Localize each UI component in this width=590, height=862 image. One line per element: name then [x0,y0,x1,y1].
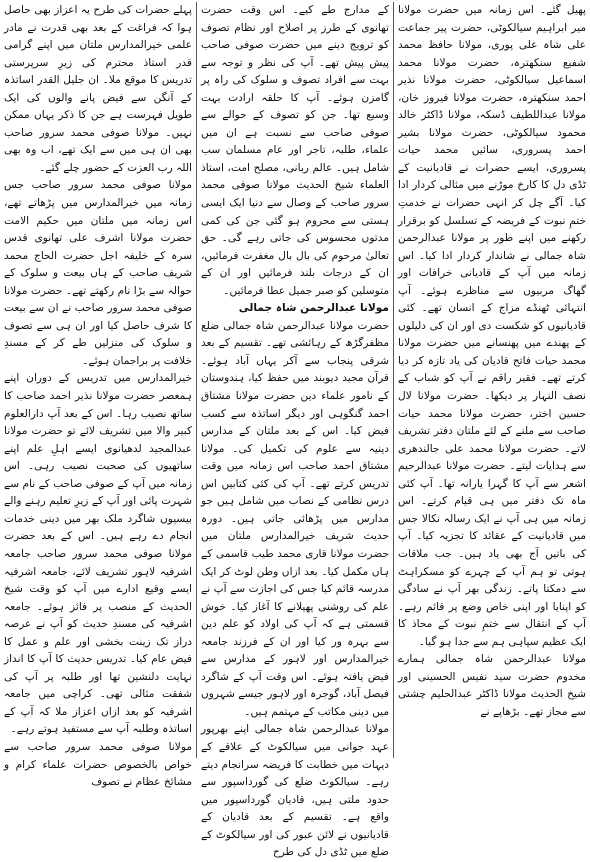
paragraph: مولانا صوفی محمد سرور صاحب سے خواص بالخصوص حضرات علماء کرام و مشائخ عظام نے تصوف [4,740,192,789]
paragraph: مولانا عبدالرحمن شاہ جمالی ہمارے مخدوم حضرت سید نفیس الحسینی اور شیخ الحدیث مولانا ڈاکٹر عبدالحلیم چشتی سے مجاز تھے۔ بڑھاپے نے [398,653,586,718]
text-column-right [4,2,192,789]
paragraph: کے مدارج طے کیے۔ اس وقت حضرت تھانوی کے طرز پر اصلاح اور نظام تصوف کو ترویج دینے میں حضرت صوفی صاحب پیش پیش تھے۔ آپ کی نظر و توجہ سے بہت سے افراد تصوف و سلوک کی راہ پر گامزن ہوئے۔ آپ کا حلقہ ارادت بہت وسیع تھا۔ جن کو تصوف کے حوالے سے صوفی صاحب سے نسبت ہے ان میں علماء، طلبہ، تاجر اور عام مسلمان سب شامل ہیں۔ عالم ربانی، مصلح امت، استاذ العلماء شیخ الحدیث مولانا صوفی محمد سرور صاحب کے وصال سے دنیا ایک ایسی ہستی سے محروم ہو گئی جن کی کمی مدتوں محسوس کی جاتی رہے گی۔ حق تعالیٰ مرحوم کی بال بال مغفرت فرمائیں، ان کے درجات بلند فرمائیں اور ان کے متوسلین کو صبر جمیل عطا فرمائیں۔ [201,4,389,297]
column-divider [196,2,197,758]
paragraph: مولانا صوفی محمد سرور صاحب جس زمانہ میں خیرالمدارس میں پڑھاتے تھے، اس زمانہ میں ملتان میں حکیم الامت حضرت مولانا اشرف علی تھانوی قدس سرہ کے خلیفہ اجل حضرت الحاج محمد شریف صاحب کے ہاں بیعت و سلوک کے حوالہ سے بڑا نام رکھتے تھے۔ حضرت مولانا صوفی محمد سرور صاحب نے ان سے بیعت کا شرف حاصل کیا اور ان ہی سے تصوف و سلوک کی منزلیں طے کر کے مسندِ خلافت پر براجمان ہوئے۔ [4,179,192,367]
paragraph: خیرالمدارس میں تدریس کے دوران اپنے ہمعصر حضرت مولانا نذیر احمد صاحب کا ساتھ نصیب رہا۔ اس کے بعد آپ دارالعلوم کبیر والا میں تشریف لائے تو حضرت مولانا عبدالمجید لدھیانوی ایسے اہلِ علم اپنے ساتھیوں کی صحبت نصیب رہی۔ اس زمانہ میں آپ کے صوفی صاحب کے نام سے شہرت پائی اور آپ کے زیرِ تعلیم رہنے والے بیسیوں شاگرد ملک بھر میں دینی خدمات انجام دے رہے ہیں۔ اس کے بعد حضرت مولانا صوفی محمد سرور صاحب جامعہ اشرفیہ لاہور تشریف لائے، جامعہ اشرفیہ ایسے وقیع ادارے میں آپ کو وقت شیخ الحدیث کے منصب پر فائز ہوئے۔ جامعہ اشرفیہ کی مسندِ حدیث کو آپ نے عرصہ دراز تک زینت بخشی اور علم و عمل کا فیض عام کیا۔ تدریس حدیث کا آپ کا انداز نہایت دلنشین تھا اور طلبہ پر آپ کی شفقت مثالی تھی۔ کراچی میں جامعہ اشرفیہ کو بعد ازاں اعزاز ملا کہ آپ کے اساتذہ وطلبہ آپ سے مستفید ہوتے رہے۔ [4,372,192,736]
text-column-left [398,2,586,754]
paragraph: پہلے حضرات کی طرح یہ اعزاز بھی حاصل ہوا کہ فراغت کے بعد بھی قدرت نے مادر علمی خیرالمدارس ملتان میں اپنے گرامی قدر استاذ محترم کی زیرِ سرپرستی تدریس کا موقع ملا۔ ان جلیل القدر اساتذہ کے آنگن سے فیض پانے والوں کی ایک طویل فہرست ہے جن کا ذکر یہاں ممکن نہیں۔ مولانا صوفی محمد سرور صاحب بھی ان ہی میں سے ایک تھے، اب وہ بھی اللہ رب العزت کے حضور چلے گئے۔ [4,4,192,174]
section-heading: مولانا عبدالرحمن شاہ جمالی [238,302,389,315]
paragraph: پھیل گئے۔ اس زمانہ میں حضرت مولانا میر ابراہیم سیالکوٹی، حضرت پیر جماعت علی شاہ علی پوری، مولانا حافظ محمد شفیع سنکھترہ، حضرت مولانا محمد اسماعیل سیالکوٹی، حضرت مولانا نذیر احمد سنکھترہ، حضرت مولانا فیروز خان، مولانا عبداللطیف ڈسکہ، مولانا ڈاکٹر خالد محمود سیالکوٹی، حضرت مولانا بشیر احمد پسروری، سائیں محمد حیات پسروری، ایسے حضرات نے قادیانیت کے ٹڈی دل کا کارخ موڑنے میں مثالی کردار ادا کیا۔ آگے چل کر انہی حضرات نے خدمتِ ختمِ نبوت کے فریضہ کے تسلسل کو برقرار رکھنے میں اپنے طور پر مولانا عبدالرحمن شاہ جمالی نے شاندار کردار ادا کیا۔ اس زمانہ میں آپ کے قادیانی خرافات اور گھاگ مربیوں سے مناظرے ہوئے۔ آپ انتہائی ٹھنڈے مزاج کے انسان تھے۔ کئی قادیانیوں کو شکست دی اور ان کی دلیلوں کے پھندے میں پھنسانے میں حضرت مولانا محمد حیات فاتح قادیان کی یاد تازہ کر دیا کرتے تھے۔ فقیر راقم نے آپ کو شباب کے نصف النہار پر دیکھا۔ حضرت مولانا لال حسین اختر، حضرت مولانا محمد حیات صاحب سے ملنے کے لئے ملتان دفتر تشریف لاتے۔ حضرت مولانا محمد علی جالندھری سے ہدایات لیتے۔ حضرت مولانا عبدالرحیم اشعر سے آپ کا گہرا یارانہ تھا۔ آپ کئی ماہ تک دفتر میں ہی قیام کرتے۔ اس زمانہ میں ہی آپ نے ایک رسالہ نکالا جس میں قادیانیت کے عقائد کا تجزیہ کیا۔ آپ کی باتیں آج بھی یاد ہیں۔ جب ملاقات ہوتی تو ہم آپ کے چہرے کو مسکراہٹ سے دمکتا پاتے۔ زندگی بھر آپ نے سادگی کو اپنایا اور اپنی خاص وضع پر قائم رہے۔ آپ کے انتقال سے ختمِ نبوت کے محاذ کا ایک عظیم سپاہی ہم سے جدا ہو گیا۔ [398,4,586,648]
column-divider [393,2,394,758]
paragraph: مولانا عبدالرحمن شاہ جمالی اپنے بھرپور عہد جوانی میں سیالکوٹ کے علاقے کے دیہات میں خطابت کا فریضہ سرانجام دیتے رہے۔ سیالکوٹ ضلع کی گورداسپور سے حدود ملتی ہیں، قادیان گورداسپور میں واقع ہے۔ تقسیم کے بعد قادیان کے قادیانیوں نے لائن عبور کی اور سیالکوٹ کے ضلع میں ٹڈی دل کی طرح [201,723,389,859]
text-column-middle [201,2,389,859]
paragraph: حضرت مولانا عبدالرحمن شاہ جمالی ضلع مظفرگڑھ کے رہائشی تھے۔ تقسیم کے بعد شرقی پنجاب سے آکر یہاں آباد ہوئے۔ قرآن مجید دیوبند میں حفظ کیا، ہندوستان کے نامور علماء دین حضرت مولانا مشتاق احمد گنگوہی اور دیگر اساتذہ سے کسب فیض کیا۔ اس کے بعد ملتان کے مدارس دینیہ سے علوم کی تکمیل کی۔ مولانا مشتاق احمد صاحب اس زمانہ میں وقت تدریس کرتے تھے۔ آپ کی کئی کتابیں اس درس نظامی کے نصاب میں شامل ہیں جو مدارس میں پڑھائی جاتی ہیں۔ دورہ حدیث شریف خیرالمدارس ملتان میں حضرت مولانا قاری محمد طیب قاسمی کے ہاں مکمل کیا۔ بعد ازاں وطن لوٹ کر ایک مدرسہ قائم کیا جس کی اجازت سے آپ نے علم کی روشنی پھیلانے کا آغاز کیا۔ خوش قسمتی ہے کہ آپ کی اولاد کو علم دین سے بہرہ ور کیا اور ان کے فرزند جامعہ خیرالمدارس اور لاہور کے مدارس سے فیض یافتہ ہوئے۔ اس وقت آپ کے شاگرد فیصل آباد، گوجرہ اور لاہور جیسے شہروں میں دینی مکاتب کے مہتمم ہیں۔ [201,319,389,718]
